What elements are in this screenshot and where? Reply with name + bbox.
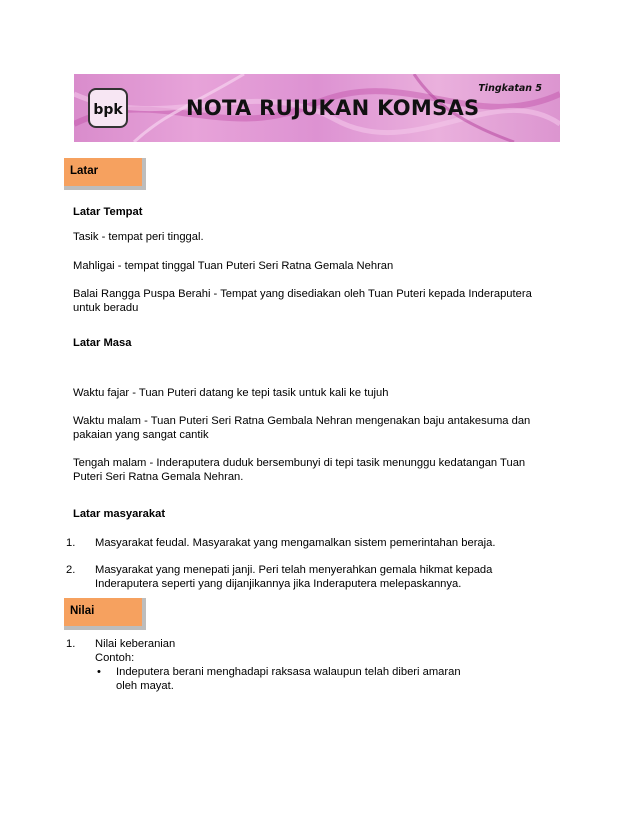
example-label: Contoh: (95, 652, 135, 664)
list-item-text: Inderaputera seperti yang dijanjikannya jika Inderaputera melepaskannya. (95, 578, 462, 590)
masa-item: Tengah malam - Inderaputera duduk bersembunyi di tepi tasik menunggu kedatangan Tuan (73, 457, 526, 469)
list-number: 1. (66, 537, 76, 549)
list-number: 2. (66, 564, 76, 576)
bpk-logo (88, 88, 128, 128)
section-tag-nilai (64, 598, 146, 630)
tempat-item: untuk beradu (73, 302, 139, 314)
section-tag-label: Nilai (70, 605, 95, 617)
tempat-item: Mahligai - tempat tinggal Tuan Puteri Seri Ratna Gemala Nehran (73, 260, 394, 272)
svg-text:bpk: bpk (93, 102, 123, 118)
masa-item: Puteri Seri Ratna Gemala Nehran. (73, 471, 244, 483)
list-item-text: Masyarakat yang menepati janji. Peri telah menyerahkan gemala hikmat kepada (95, 564, 493, 576)
masa-item: Waktu malam - Tuan Puteri Seri Ratna Gembala Nehran mengenakan baju antakesuma dan (73, 415, 531, 427)
list-item-text: Masyarakat feudal. Masyarakat yang mengamalkan sistem pemerintahan beraja. (95, 537, 496, 549)
heading-latar-masa: Latar Masa (73, 337, 132, 349)
section-tag-latar (64, 158, 146, 190)
nilai-title: Nilai keberanian (95, 638, 176, 650)
masa-item: Waktu fajar - Tuan Puteri datang ke tepi tasik untuk kali ke tujuh (73, 387, 389, 399)
bullet-text: Indeputera berani menghadapi raksasa walaupun telah diberi amaran (116, 666, 461, 678)
tempat-item: Balai Rangga Puspa Berahi - Tempat yang disediakan oleh Tuan Puteri kepada Inderaputera (73, 288, 532, 300)
header-banner (74, 74, 560, 142)
bullet-text: oleh mayat. (116, 680, 174, 692)
heading-latar-tempat: Latar Tempat (73, 206, 143, 218)
list-number: 1. (66, 638, 76, 650)
tempat-item: Tasik - tempat peri tinggal. (73, 231, 204, 243)
bullet-icon: • (97, 666, 101, 678)
banner-title: NOTA RUJUKAN KOMSAS (186, 96, 480, 120)
masa-item: pakaian yang sangat cantik (73, 429, 209, 441)
section-tag-label: Latar (70, 165, 99, 177)
heading-latar-masyarakat: Latar masyarakat (73, 508, 166, 520)
banner-level: Tingkatan 5 (478, 83, 542, 94)
